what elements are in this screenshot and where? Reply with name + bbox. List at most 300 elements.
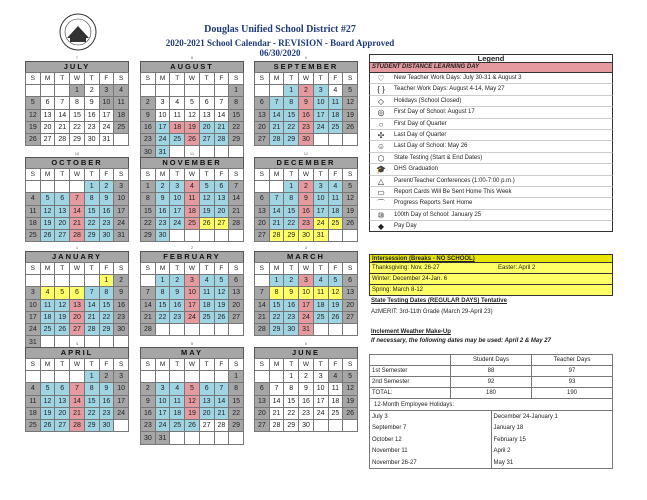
weekday-header: T bbox=[84, 169, 99, 181]
day-cell: 12 bbox=[343, 97, 358, 109]
day-cell: 22 bbox=[229, 121, 244, 133]
month-march bbox=[254, 245, 358, 336]
day-cell: 21 bbox=[84, 311, 99, 323]
day-cell: 19 bbox=[343, 395, 358, 407]
teacher-days-value: 93 bbox=[532, 377, 613, 388]
day-cell bbox=[199, 85, 214, 97]
weekday-header: W bbox=[70, 359, 85, 371]
legend-item bbox=[369, 119, 613, 130]
week-row bbox=[255, 324, 358, 336]
day-cell bbox=[114, 134, 129, 146]
day-cell bbox=[269, 85, 284, 97]
day-cell: 14 bbox=[70, 205, 85, 217]
day-cell bbox=[170, 85, 185, 97]
day-cell: 28 bbox=[70, 230, 85, 242]
month-grid bbox=[25, 358, 129, 432]
day-cell: 3 bbox=[114, 371, 129, 383]
legend-panel bbox=[369, 54, 613, 232]
day-cell bbox=[343, 420, 358, 432]
day-cell: 9 bbox=[170, 287, 185, 299]
day-cell: 10 bbox=[313, 383, 328, 395]
day-cell: 28 bbox=[84, 324, 99, 336]
day-cell: 13 bbox=[199, 395, 214, 407]
holiday-date: November 11 bbox=[370, 446, 492, 458]
day-cell: 10 bbox=[155, 395, 170, 407]
day-cell: 19 bbox=[199, 205, 214, 217]
month-name: MARCH bbox=[254, 251, 358, 262]
day-cell: 24 bbox=[170, 217, 185, 229]
day-cell: 29 bbox=[229, 420, 244, 432]
day-cell: 26 bbox=[40, 420, 55, 432]
day-cell: 19 bbox=[343, 205, 358, 217]
day-cell: 8 bbox=[84, 193, 99, 205]
day-cell: 2 bbox=[155, 181, 170, 193]
day-cell bbox=[313, 324, 328, 336]
day-cell: 4 bbox=[170, 383, 185, 395]
week-row bbox=[255, 395, 358, 407]
weekday-header: S bbox=[229, 73, 244, 85]
day-cell: 22 bbox=[269, 311, 284, 323]
day-cell bbox=[343, 324, 358, 336]
weekday-header: F bbox=[328, 263, 343, 275]
day-cell: 6 bbox=[214, 181, 229, 193]
day-cell: 26 bbox=[55, 324, 70, 336]
day-cell bbox=[141, 275, 156, 287]
day-cell: 14 bbox=[84, 299, 99, 311]
day-cell bbox=[26, 85, 41, 97]
day-cell: 31 bbox=[299, 324, 314, 336]
legend-item bbox=[369, 107, 613, 118]
legend-item bbox=[369, 141, 613, 152]
day-cell: 2 bbox=[299, 181, 314, 193]
day-cell: 17 bbox=[170, 205, 185, 217]
day-cell: 22 bbox=[99, 311, 114, 323]
week-row bbox=[255, 205, 358, 217]
weekday-header: S bbox=[229, 359, 244, 371]
day-cell: 10 bbox=[99, 97, 114, 109]
distance-learning-key: STUDENT DISTANCE LEARNING DAY bbox=[369, 63, 613, 73]
day-cell: 26 bbox=[26, 134, 41, 146]
day-cell: 5 bbox=[26, 97, 41, 109]
day-cell: 21 bbox=[141, 311, 156, 323]
day-cell: 25 bbox=[114, 121, 129, 133]
day-cell: 13 bbox=[55, 395, 70, 407]
week-row bbox=[141, 299, 244, 311]
day-cell: 30 bbox=[299, 230, 314, 242]
day-cell: 19 bbox=[26, 121, 41, 133]
day-cell: 18 bbox=[313, 299, 328, 311]
week-row bbox=[26, 407, 129, 419]
day-cell: 21 bbox=[55, 121, 70, 133]
month-october bbox=[25, 151, 129, 242]
day-cell bbox=[214, 432, 229, 444]
day-cell: 28 bbox=[70, 420, 85, 432]
day-cell: 3 bbox=[299, 275, 314, 287]
day-cell: 5 bbox=[185, 383, 200, 395]
day-cell: 16 bbox=[99, 205, 114, 217]
month-grid bbox=[254, 358, 358, 432]
day-cell: 11 bbox=[328, 97, 343, 109]
day-cell: 28 bbox=[255, 324, 270, 336]
day-cell: 25 bbox=[328, 121, 343, 133]
weather-note: If necessary, the following dates may be used: April 2 & May 27 bbox=[371, 338, 551, 344]
day-cell: 2 bbox=[284, 275, 299, 287]
week-row bbox=[26, 134, 129, 146]
weekday-header: F bbox=[328, 359, 343, 371]
day-cell: 14 bbox=[255, 299, 270, 311]
legend-item bbox=[369, 176, 613, 187]
day-cell bbox=[26, 181, 41, 193]
month-grid bbox=[140, 72, 244, 159]
legend-icon: ◇ bbox=[377, 96, 385, 106]
day-cell: 2 bbox=[299, 371, 314, 383]
day-cell: 11 bbox=[170, 109, 185, 121]
day-cell: 27 bbox=[214, 217, 229, 229]
legend-icon: ✣ bbox=[377, 130, 385, 140]
day-cell: 17 bbox=[114, 395, 129, 407]
day-cell: 23 bbox=[170, 311, 185, 323]
day-cell: 12 bbox=[40, 205, 55, 217]
month-grid bbox=[254, 72, 358, 146]
week-row bbox=[26, 181, 129, 193]
legend-label: Last Day of School: May 26 bbox=[394, 143, 468, 150]
day-cell: 30 bbox=[299, 420, 314, 432]
month-april bbox=[25, 341, 129, 432]
weekday-header: T bbox=[313, 169, 328, 181]
day-cell: 7 bbox=[269, 383, 284, 395]
day-cell: 11 bbox=[114, 97, 129, 109]
day-cell: 5 bbox=[328, 275, 343, 287]
month-november bbox=[140, 151, 244, 242]
month-name: SEPTEMBER bbox=[254, 61, 358, 72]
month-name: JANUARY bbox=[25, 251, 129, 262]
legend-icon: ○ bbox=[378, 119, 384, 129]
day-cell: 3 bbox=[114, 181, 129, 193]
day-cell: 21 bbox=[70, 217, 85, 229]
day-cell: 20 bbox=[55, 407, 70, 419]
day-cell: 1 bbox=[141, 181, 156, 193]
day-cell: 8 bbox=[229, 383, 244, 395]
week-row bbox=[255, 371, 358, 383]
month-number: 1 bbox=[75, 245, 79, 250]
legend-icon: ◎ bbox=[377, 108, 385, 118]
day-cell: 13 bbox=[255, 205, 270, 217]
day-cell: 8 bbox=[284, 383, 299, 395]
day-cell: 10 bbox=[26, 299, 41, 311]
day-cell: 18 bbox=[114, 109, 129, 121]
week-row bbox=[26, 193, 129, 205]
weekday-header: W bbox=[299, 263, 314, 275]
day-cell: 20 bbox=[255, 217, 270, 229]
day-cell: 7 bbox=[55, 97, 70, 109]
day-cell: 29 bbox=[99, 324, 114, 336]
day-cell: 8 bbox=[269, 287, 284, 299]
day-cell: 17 bbox=[313, 109, 328, 121]
day-cell: 18 bbox=[170, 407, 185, 419]
month-number: 4 bbox=[75, 341, 79, 346]
weekday-header: T bbox=[170, 359, 185, 371]
week-row bbox=[141, 383, 244, 395]
week-row bbox=[26, 85, 129, 97]
day-cell: 28 bbox=[229, 217, 244, 229]
day-cell: 30 bbox=[114, 324, 129, 336]
weekday-header: W bbox=[299, 359, 314, 371]
student-days-value: 92 bbox=[451, 377, 532, 388]
day-cell: 1 bbox=[70, 85, 85, 97]
weekday-header: S bbox=[255, 359, 270, 371]
day-cell: 15 bbox=[155, 299, 170, 311]
weekday-header: M bbox=[155, 73, 170, 85]
day-cell bbox=[229, 230, 244, 242]
weekday-header: F bbox=[99, 73, 114, 85]
weekday-header: W bbox=[185, 169, 200, 181]
day-cell: 7 bbox=[255, 287, 270, 299]
month-number: 6 bbox=[304, 341, 308, 346]
month-may bbox=[140, 341, 244, 445]
day-cell: 7 bbox=[214, 383, 229, 395]
legend-icon: ⑩ bbox=[377, 210, 385, 220]
legend-label: Parent/Teacher Conferences (1:00-7:00 p.m.) bbox=[394, 177, 515, 184]
holidays-table bbox=[369, 411, 613, 469]
legend-label: Report Cards Will Be Sent Home This Week bbox=[394, 188, 512, 195]
day-cell: 3 bbox=[155, 383, 170, 395]
weekday-header: T bbox=[199, 263, 214, 275]
day-cell: 19 bbox=[40, 407, 55, 419]
day-cell: 20 bbox=[255, 121, 270, 133]
day-cell: 6 bbox=[229, 275, 244, 287]
weekday-header: T bbox=[284, 263, 299, 275]
holiday-date: December 24-January 1 bbox=[491, 411, 613, 423]
day-cell: 3 bbox=[185, 275, 200, 287]
day-cell bbox=[155, 324, 170, 336]
teacher-days-value: 97 bbox=[532, 366, 613, 377]
month-number: 3 bbox=[304, 245, 308, 250]
weekday-header: S bbox=[229, 169, 244, 181]
day-cell: 16 bbox=[99, 395, 114, 407]
day-cell: 26 bbox=[343, 121, 358, 133]
day-cell: 20 bbox=[70, 311, 85, 323]
month-number: 10 bbox=[74, 151, 80, 156]
day-cell: 29 bbox=[70, 134, 85, 146]
day-cell: 1 bbox=[84, 371, 99, 383]
day-cell bbox=[214, 324, 229, 336]
day-cell: 8 bbox=[155, 287, 170, 299]
day-cell: 22 bbox=[229, 407, 244, 419]
day-cell: 4 bbox=[26, 383, 41, 395]
day-cell: 26 bbox=[185, 134, 200, 146]
day-cell: 19 bbox=[328, 299, 343, 311]
day-cell: 27 bbox=[70, 324, 85, 336]
weekday-header: W bbox=[299, 73, 314, 85]
day-cell: 17 bbox=[99, 109, 114, 121]
day-cell: 18 bbox=[40, 311, 55, 323]
week-row bbox=[255, 383, 358, 395]
holiday-date: September 7 bbox=[370, 423, 492, 435]
legend-title: Legend bbox=[369, 54, 613, 63]
weekday-header: W bbox=[185, 263, 200, 275]
weekday-header: T bbox=[84, 263, 99, 275]
week-row bbox=[26, 324, 129, 336]
day-cell bbox=[328, 134, 343, 146]
day-cell: 18 bbox=[199, 299, 214, 311]
day-cell: 5 bbox=[343, 181, 358, 193]
day-cell: 22 bbox=[284, 407, 299, 419]
month-name: APRIL bbox=[25, 347, 129, 358]
week-row bbox=[141, 432, 244, 444]
day-cell: 7 bbox=[269, 97, 284, 109]
intersession-section bbox=[369, 254, 613, 469]
day-cell: 13 bbox=[255, 395, 270, 407]
day-cell: 16 bbox=[84, 109, 99, 121]
week-row bbox=[141, 407, 244, 419]
day-cell: 2 bbox=[114, 275, 129, 287]
day-cell: 25 bbox=[313, 311, 328, 323]
day-cell: 11 bbox=[170, 395, 185, 407]
day-cell: 8 bbox=[99, 287, 114, 299]
day-cell: 11 bbox=[328, 193, 343, 205]
week-row bbox=[26, 299, 129, 311]
day-cell: 15 bbox=[284, 109, 299, 121]
legend-icon: ⬡ bbox=[377, 153, 385, 163]
day-cell: 10 bbox=[114, 383, 129, 395]
day-cell: 15 bbox=[284, 395, 299, 407]
month-grid bbox=[25, 262, 129, 349]
day-cell: 8 bbox=[229, 97, 244, 109]
day-cell: 11 bbox=[26, 395, 41, 407]
legend-item bbox=[369, 198, 613, 209]
weekday-header: T bbox=[284, 169, 299, 181]
week-row bbox=[255, 311, 358, 323]
weekday-header: T bbox=[170, 263, 185, 275]
day-cell: 22 bbox=[284, 217, 299, 229]
student-days-value: 88 bbox=[451, 366, 532, 377]
day-cell: 26 bbox=[40, 230, 55, 242]
month-grid bbox=[25, 72, 129, 146]
day-cell: 26 bbox=[328, 311, 343, 323]
day-cell: 24 bbox=[155, 134, 170, 146]
day-cell: 12 bbox=[55, 299, 70, 311]
weekday-header: T bbox=[199, 73, 214, 85]
day-cell: 14 bbox=[229, 193, 244, 205]
table-row-label: TOTAL: bbox=[370, 388, 451, 399]
day-cell: 21 bbox=[255, 311, 270, 323]
day-cell: 3 bbox=[313, 181, 328, 193]
day-cell: 15 bbox=[229, 395, 244, 407]
week-row bbox=[255, 85, 358, 97]
weekday-header: F bbox=[214, 359, 229, 371]
day-cell: 23 bbox=[155, 217, 170, 229]
week-row bbox=[255, 181, 358, 193]
week-row bbox=[255, 193, 358, 205]
day-cell bbox=[155, 85, 170, 97]
day-cell bbox=[255, 275, 270, 287]
day-cell: 18 bbox=[328, 205, 343, 217]
month-december bbox=[254, 151, 358, 242]
day-cell: 22 bbox=[70, 121, 85, 133]
day-cell bbox=[343, 134, 358, 146]
day-cell: 2 bbox=[141, 97, 156, 109]
day-cell bbox=[255, 85, 270, 97]
day-cell: 9 bbox=[155, 193, 170, 205]
day-cell: 25 bbox=[170, 420, 185, 432]
week-row bbox=[255, 420, 358, 432]
weekday-header: S bbox=[141, 73, 156, 85]
month-number: 11 bbox=[189, 151, 195, 156]
week-row bbox=[26, 395, 129, 407]
day-cell: 16 bbox=[299, 395, 314, 407]
day-cell: 13 bbox=[229, 287, 244, 299]
legend-item bbox=[369, 187, 613, 198]
day-cell bbox=[199, 230, 214, 242]
week-row bbox=[255, 121, 358, 133]
day-cell bbox=[84, 275, 99, 287]
day-cell bbox=[55, 275, 70, 287]
weekday-header: W bbox=[185, 73, 200, 85]
student-days-header: Student Days bbox=[451, 355, 532, 366]
day-cell: 13 bbox=[343, 287, 358, 299]
week-row bbox=[141, 217, 244, 229]
day-cell: 25 bbox=[40, 324, 55, 336]
day-cell: 23 bbox=[114, 311, 129, 323]
month-january bbox=[25, 245, 129, 349]
month-name: JULY bbox=[25, 61, 129, 72]
day-cell: 18 bbox=[328, 109, 343, 121]
day-cell bbox=[155, 371, 170, 383]
day-cell: 25 bbox=[328, 217, 343, 229]
weekday-header: M bbox=[155, 359, 170, 371]
day-cell: 23 bbox=[284, 311, 299, 323]
day-cell: 30 bbox=[99, 420, 114, 432]
days-header-blank bbox=[370, 355, 451, 366]
legend-item bbox=[369, 153, 613, 164]
day-cell bbox=[185, 371, 200, 383]
day-cell: 23 bbox=[84, 121, 99, 133]
day-cell bbox=[55, 181, 70, 193]
day-cell: 1 bbox=[229, 85, 244, 97]
weekday-header: F bbox=[214, 263, 229, 275]
weekday-header: T bbox=[170, 169, 185, 181]
day-cell: 26 bbox=[343, 407, 358, 419]
day-cell: 21 bbox=[70, 407, 85, 419]
day-cell: 25 bbox=[170, 134, 185, 146]
day-cell: 30 bbox=[141, 146, 156, 158]
month-name: DECEMBER bbox=[254, 157, 358, 168]
legend-item bbox=[369, 96, 613, 107]
legend-label: Holidays (School Closed) bbox=[394, 97, 462, 104]
day-cell: 12 bbox=[40, 395, 55, 407]
day-cell: 8 bbox=[141, 193, 156, 205]
day-cell: 16 bbox=[299, 109, 314, 121]
holiday-date: January 18 bbox=[491, 423, 613, 435]
day-cell: 21 bbox=[269, 217, 284, 229]
weekday-header: M bbox=[40, 169, 55, 181]
day-cell: 10 bbox=[170, 193, 185, 205]
day-cell: 2 bbox=[84, 85, 99, 97]
day-cell: 25 bbox=[185, 217, 200, 229]
week-row bbox=[26, 217, 129, 229]
weekday-header: S bbox=[26, 73, 41, 85]
day-cell: 12 bbox=[199, 193, 214, 205]
day-cell: 4 bbox=[114, 85, 129, 97]
day-cell: 31 bbox=[155, 432, 170, 444]
day-cell: 5 bbox=[343, 371, 358, 383]
weekday-header: T bbox=[199, 169, 214, 181]
weekday-header: F bbox=[214, 169, 229, 181]
day-cell: 5 bbox=[40, 193, 55, 205]
day-cell: 17 bbox=[185, 299, 200, 311]
day-cell: 23 bbox=[299, 217, 314, 229]
day-cell: 3 bbox=[99, 85, 114, 97]
